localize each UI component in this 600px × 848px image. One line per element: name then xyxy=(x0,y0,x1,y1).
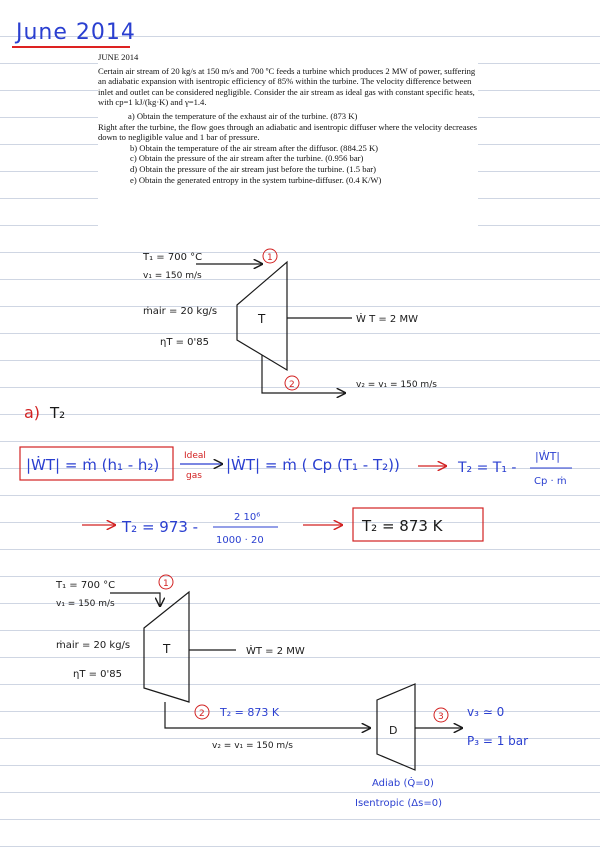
d2-state-1: 1 xyxy=(163,579,169,589)
d1-state-1: 1 xyxy=(267,253,273,263)
d2-eta: ηT = 0'85 xyxy=(73,669,123,680)
d1-v1: v₁ = 150 m/s xyxy=(143,271,202,281)
d2-v2: v₂ = v₁ = 150 m/s xyxy=(212,741,293,751)
d2-inlet-arrow xyxy=(110,593,160,606)
turbine-diffuser-diagram xyxy=(55,575,528,809)
ideal-gas-top: Ideal xyxy=(184,451,206,461)
d1-state-2: 2 xyxy=(289,380,295,390)
d1-work: Ẇ T = 2 MW xyxy=(356,314,418,325)
d1-eta: ηT = 0'85 xyxy=(160,337,210,348)
eq-boxed: |ẆT| = ṁ (h₁ - h₂) xyxy=(26,456,160,474)
d2-t1: T₁ = 700 °C xyxy=(56,580,116,591)
ideal-gas-bottom: gas xyxy=(186,471,202,481)
d1-v2: v₂ = v₁ = 150 m/s xyxy=(356,380,437,390)
d1-outlet-arrow xyxy=(262,355,345,393)
d2-v1: v₁ = 150 m/s xyxy=(56,599,115,609)
problem-item-b: b) Obtain the temperature of the air stream after the diffusor. (884.25 K) xyxy=(130,142,379,153)
problem-paragraph-1: Certain air stream of 20 kg/s at 150 m/s and 700 ºC feeds a turbine which produces 2 MW of power, suffering an adiabatic expansion with isentropic efficiency of 85% within the turbine. The velocity difference between inlet and outlet can be considered negligible. Consider the air stream as ideal gas with constant specific heats, with cp=1 kJ/(kg·K) and γ=1.4. xyxy=(98,65,476,108)
page-heading: June 2014 xyxy=(16,20,136,45)
part-a-target: T₂ xyxy=(50,404,66,422)
problem-title: JUNE 2014 xyxy=(98,52,139,62)
d2-turbine-label: T xyxy=(163,642,171,656)
d2-p3: P₃ = 1 bar xyxy=(467,734,529,748)
problem-item-e: e) Obtain the generated entropy in the system turbine-diffuser. (0.4 K/W) xyxy=(130,174,382,185)
eq-right-lhs: T₂ = T₁ - xyxy=(458,460,517,476)
sub-num: 2 10⁶ xyxy=(234,512,261,523)
problem-item-c: c) Obtain the pressure of the air stream after the turbine. (0.956 bar) xyxy=(130,153,364,164)
problem-paragraph-2: Right after the turbine, the flow goes through an adiabatic and isentropic diffuser where the velocity decreases down to negligible value and 1 bar of pressure. xyxy=(98,121,478,143)
turbine-diagram-1 xyxy=(142,249,437,393)
d1-turbine-label: T xyxy=(258,312,266,326)
sub-lhs: T₂ = 973 - xyxy=(122,518,199,536)
d2-mdot: ṁair = 20 kg/s xyxy=(56,640,131,651)
problem-item-d: d) Obtain the pressure of the air stream just before the turbine. (1.5 bar) xyxy=(130,163,377,174)
sub-den: 1000 · 20 xyxy=(216,535,264,546)
part-a xyxy=(20,403,572,546)
d2-state-3: 3 xyxy=(438,712,444,722)
d2-adiab: Adiab (Q̇=0) xyxy=(372,778,434,789)
d1-t1: T₁ = 700 °C xyxy=(143,252,203,263)
eq-mid: |ẆT| = ṁ ( Cp (T₁ - T₂)) xyxy=(226,456,400,474)
d2-diffuser-label: D xyxy=(389,724,398,737)
d2-isentropic: Isentropic (Δs=0) xyxy=(355,798,442,809)
d2-work: ẆT = 2 MW xyxy=(246,646,305,657)
frac-den: Cp · ṁ xyxy=(534,476,567,487)
problem-item-a: a) Obtain the temperature of the exhaust air of the turbine. (873 K) xyxy=(128,110,358,121)
frac-num: |ẆT| xyxy=(535,450,561,463)
d1-mdot: ṁair = 20 kg/s xyxy=(143,306,218,317)
d2-v3: v₃ ≃ 0 xyxy=(467,705,505,719)
d2-t2: T₂ = 873 K xyxy=(220,706,280,719)
result: T₂ = 873 K xyxy=(362,517,443,535)
part-a-label: a) xyxy=(24,403,41,422)
d2-state-2: 2 xyxy=(199,709,205,719)
